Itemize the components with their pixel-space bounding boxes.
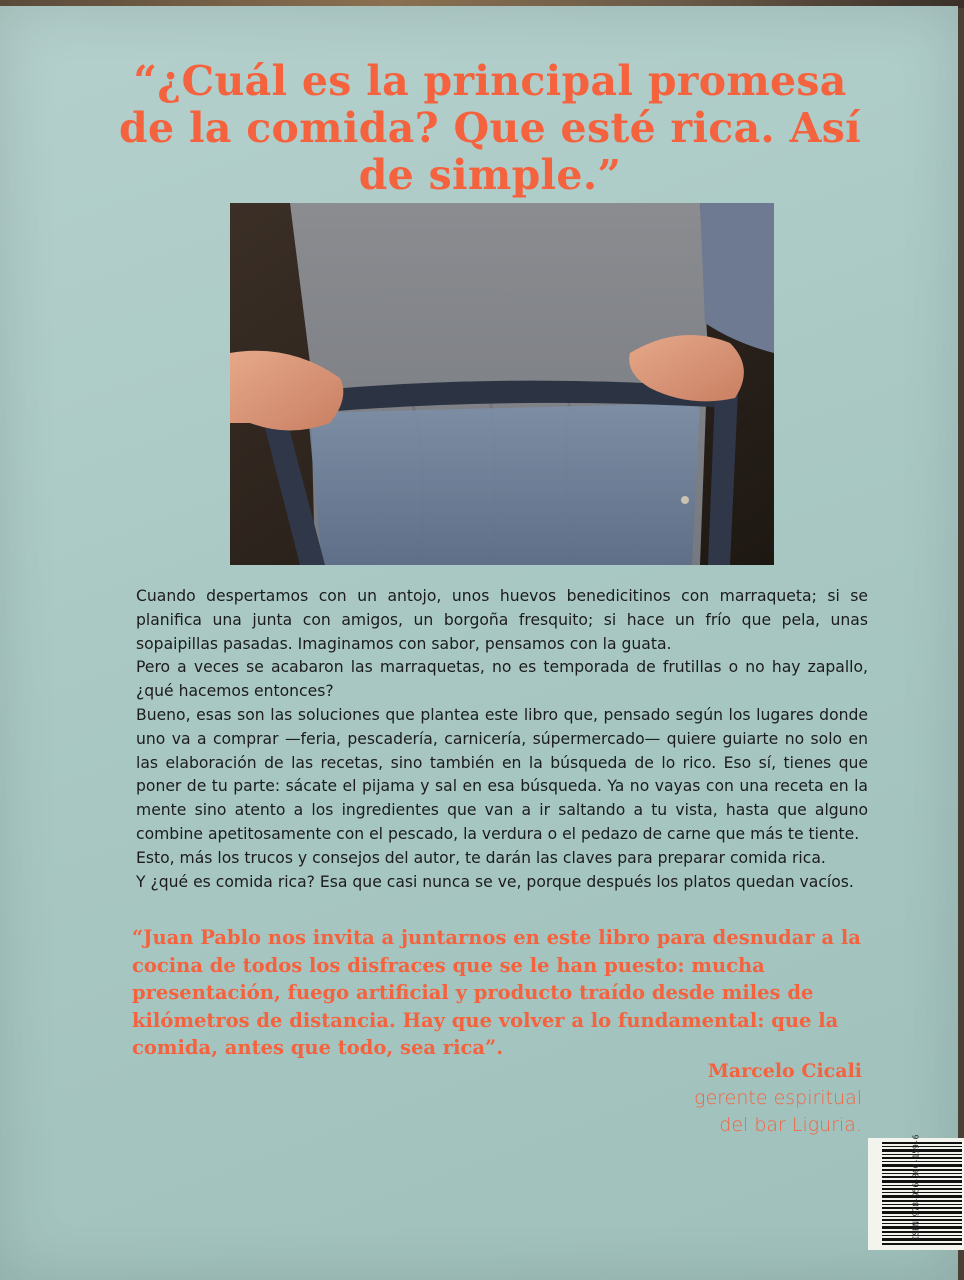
paragraph: Y ¿qué es comida rica? Esa que casi nunca se ve, porque después los platos quedan vacíos.	[136, 872, 854, 891]
endorsement-quote: “Juan Pablo nos invita a juntarnos en este libro para desnudar a la cocina de todos los disfraces que se le han puesto: mucha presentación, fuego artificial y producto traído desde miles de kilómetros de distancia. Hay que volver a lo fundamental: que la comida, antes que todo, sea rica”.	[132, 926, 861, 1059]
apron-tying-photo	[230, 203, 774, 565]
endorsement-attribution	[694, 1058, 862, 1139]
description-text	[136, 585, 868, 894]
paragraph: Esto, más los trucos y consejos del autor, te darán las claves para preparar comida rica.	[136, 848, 826, 867]
paragraph: Pero a veces se acabaron las marraquetas, no es temporada de frutillas o no hay zapallo, ¿qué hacemos entonces?	[136, 658, 868, 701]
book-back-cover	[0, 6, 958, 1280]
isbn-number: ISBN 978-956-360-159-6	[911, 1134, 921, 1241]
endorser-role: gerente espiritual	[694, 1087, 862, 1109]
paragraph: Bueno, esas son las soluciones que plantea este libro que, pensado según los lugares donde uno va a comprar —feria, pescadería, carnicería, súpermercado— quiere guiarte no solo en las elaboración de las recetas, sino también en la búsqueda de lo rico. Eso sí, tienes que poner de tu parte: sácate el pijama y sal en esa búsqueda. Ya no vayas con una receta en la mente sino atento a los ingredientes que van a ir saltando a tu vista, hasta que alguno combine apetitosamente con el pescado, la verdura o el pedazo de carne que más te tiente.	[136, 705, 868, 843]
endorser-name: Marcelo Cicali	[707, 1060, 862, 1082]
endorser-role: del bar Liguria.	[719, 1114, 862, 1136]
paragraph: Cuando despertamos con un antojo, unos huevos benedicitinos con marraqueta; si se planifica una junta con amigos, un borgoña fresquito; si hace un frío que pela, unas sopaipillas pasadas. Imaginamos con sabor, pensamos con la guata.	[136, 587, 868, 653]
cover-headline-quote: “¿Cuál es la principal promesa de la comida? Que esté rica. Así de simple.”	[119, 57, 861, 199]
isbn-barcode	[868, 1134, 964, 1250]
